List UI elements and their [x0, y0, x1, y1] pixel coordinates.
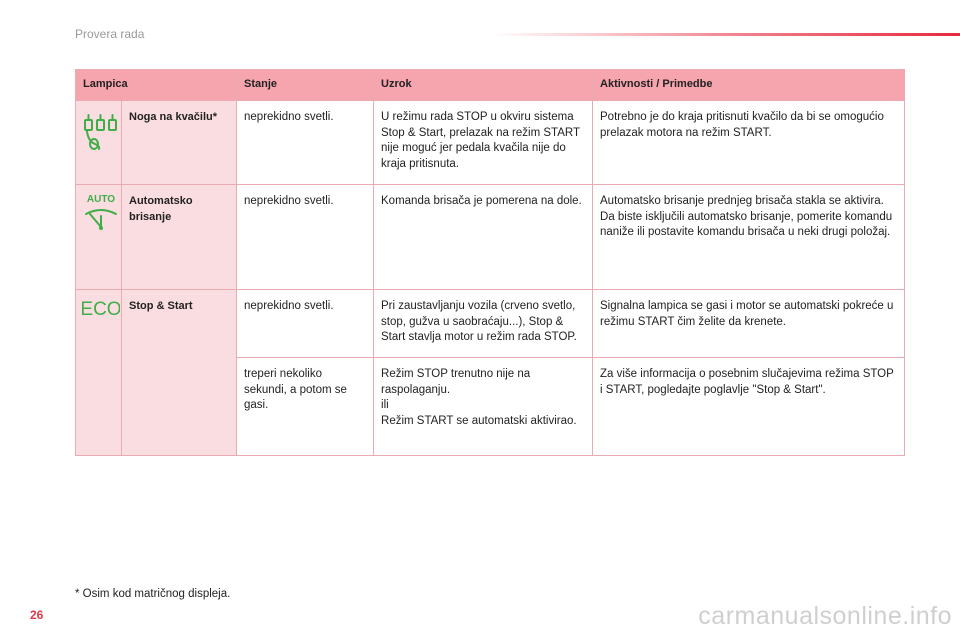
lamp-state: neprekidno svetli. [237, 185, 374, 290]
watermark: carmanualsonline.info [698, 602, 952, 630]
table-header-row [76, 70, 905, 101]
table-row [76, 101, 905, 185]
lamp-state: treperi nekoliko sekundi, a potom se gasi. [237, 358, 374, 456]
column-header-actions: Aktivnosti / Primedbe [593, 70, 905, 101]
eco-icon [82, 298, 120, 336]
header-rule [490, 33, 960, 36]
lamp-cause: Pri zaustavljanju vozila (crveno svetlo, stop, gužva u saobraćaju...), Stop & Start stavlja motor u režim rada STOP. [374, 290, 593, 358]
column-header-lamp: Lampica [76, 70, 237, 101]
clutch-pedal-icon [82, 111, 120, 149]
section-title: Provera rada [75, 27, 145, 41]
lamp-cause [374, 358, 593, 456]
lamp-action: Signalna lampica se gasi i motor se automatski pokreće u režimu START čim želite da krenete. [593, 290, 905, 358]
lamp-state: neprekidno svetli. [237, 101, 374, 185]
action-line: Da biste isključili automatsko brisanje, pomerite komandu naniže ili postavite komandu brisača u neki drugi položaj. [600, 210, 893, 238]
column-header-cause: Uzrok [374, 70, 593, 101]
cause-line: Režim STOP trenutno nije na raspolaganju. [381, 368, 531, 396]
lamp-name: Stop & Start [122, 290, 237, 456]
lamp-icon-cell [76, 101, 122, 185]
footnote: * Osim kod matričnog displeja. [75, 588, 231, 600]
column-header-state: Stanje [237, 70, 374, 101]
table-row [76, 290, 905, 358]
warning-lamps-table [75, 69, 905, 456]
lamp-cause: Komanda brisača je pomerena na dole. [374, 185, 593, 290]
eco-label: ECO [82, 299, 120, 318]
table-row [76, 185, 905, 290]
lamp-name: Noga na kvačilu* [122, 101, 237, 185]
cause-line: ili [381, 399, 389, 411]
page-number: 26 [30, 608, 44, 622]
lamp-name: Automatsko brisanje [122, 185, 237, 290]
lamp-action: Potrebno je do kraja pritisnuti kvačilo da bi se omogućio prelazak motora na režim START. [593, 101, 905, 185]
action-line: Automatsko brisanje prednjeg brisača stakla se aktivira. [600, 195, 884, 207]
lamp-cause: U režimu rada STOP u okviru sistema Stop & Start, prelazak na režim START nije moguć jer pedala kvačila nije do kraja pritisnuta. [374, 101, 593, 185]
lamp-action [593, 185, 905, 290]
lamp-state: neprekidno svetli. [237, 290, 374, 358]
cause-line: Režim START se automatski aktivirao. [381, 414, 577, 427]
auto-wiper-icon [82, 192, 120, 230]
lamp-action: Za više informacija o posebnim slučajevima režima STOP i START, pogledajte poglavlje "Stop & Start". [593, 358, 905, 456]
lamp-icon-cell [76, 290, 122, 456]
auto-label: AUTO [86, 194, 116, 205]
lamp-icon-cell [76, 185, 122, 290]
